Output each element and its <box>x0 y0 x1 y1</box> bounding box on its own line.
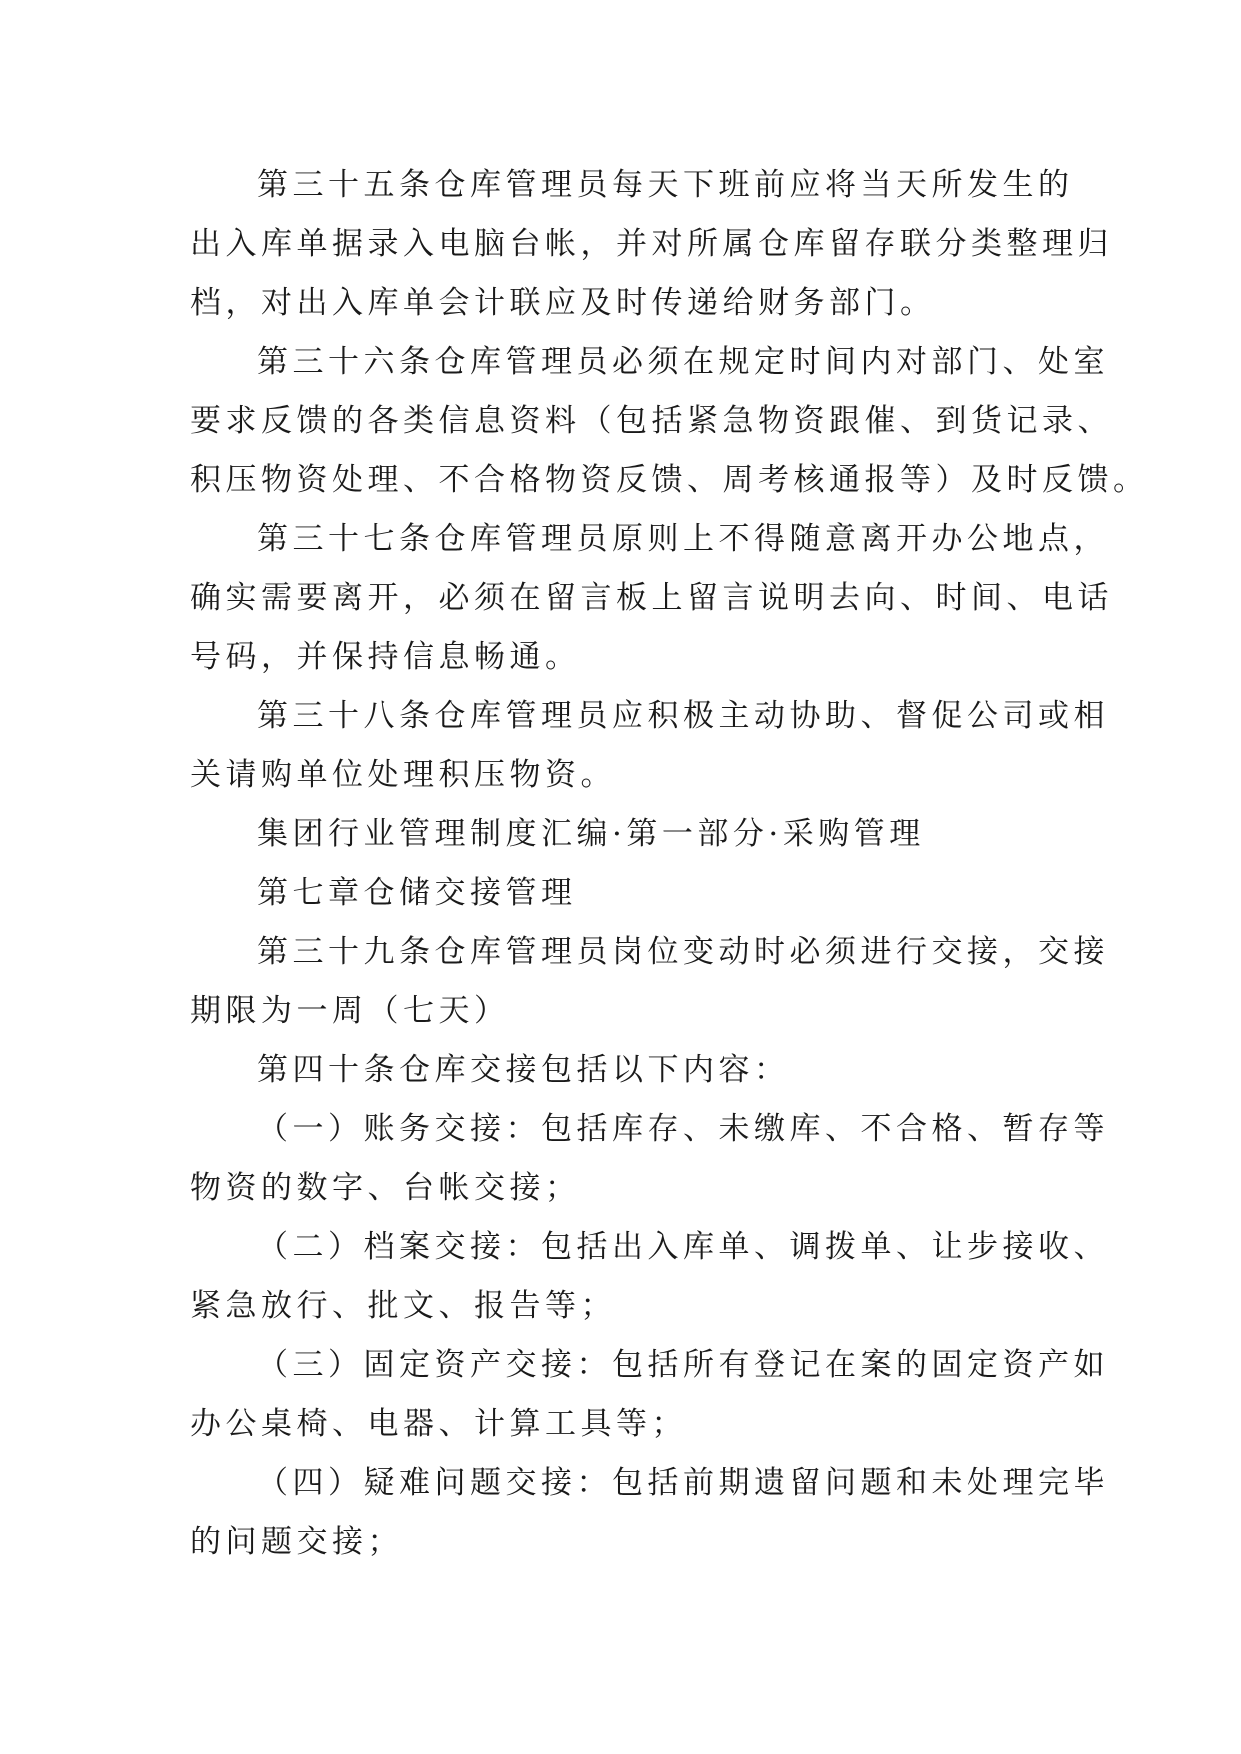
text-line: 积压物资处理、不合格物资反馈、周考核通报等）及时反馈。 <box>190 462 1149 498</box>
text-line: 的问题交接； <box>190 1524 403 1560</box>
list-item: （四）疑难问题交接：包括前期遗留问题和未处理完毕 <box>257 1465 1109 1501</box>
text-line: 第三十五条仓库管理员每天下班前应将当天所发生的 <box>257 167 1074 203</box>
list-item: （一）账务交接：包括库存、未缴库、不合格、暂存等 <box>257 1111 1109 1147</box>
list-item: （二）档案交接：包括出入库单、调拨单、让步接收、 <box>257 1229 1109 1265</box>
list-item: （三）固定资产交接：包括所有登记在案的固定资产如 <box>257 1347 1109 1383</box>
text-line: 要求反馈的各类信息资料（包括紧急物资跟催、到货记录、 <box>190 403 1113 439</box>
text-line: 期限为一周（七天） <box>190 993 510 1029</box>
text-line: 第三十九条仓库管理员岗位变动时必须进行交接，交接 <box>257 934 1109 970</box>
text-line: 第三十八条仓库管理员应积极主动协助、督促公司或相 <box>257 698 1109 734</box>
text-line: 第四十条仓库交接包括以下内容： <box>257 1052 790 1088</box>
text-line: 办公桌椅、电器、计算工具等； <box>190 1406 687 1442</box>
text-line: 档，对出入库单会计联应及时传递给财务部门。 <box>190 285 936 321</box>
text-line: 关请购单位处理积压物资。 <box>190 757 616 793</box>
text-line: 第三十七条仓库管理员原则上不得随意离开办公地点， <box>257 521 1109 557</box>
text-line: 第三十六条仓库管理员必须在规定时间内对部门、处室 <box>257 344 1109 380</box>
text-line: 出入库单据录入电脑台帐，并对所属仓库留存联分类整理归 <box>190 226 1113 262</box>
text-line: 紧急放行、批文、报告等； <box>190 1288 616 1324</box>
text-line: 确实需要离开，必须在留言板上留言说明去向、时间、电话 <box>190 580 1113 616</box>
chapter-title: 第七章仓储交接管理 <box>257 875 577 911</box>
text-line: 物资的数字、台帐交接； <box>190 1170 581 1206</box>
text-line: 号码，并保持信息畅通。 <box>190 639 581 675</box>
section-header: 集团行业管理制度汇编·第一部分·采购管理 <box>257 816 925 852</box>
